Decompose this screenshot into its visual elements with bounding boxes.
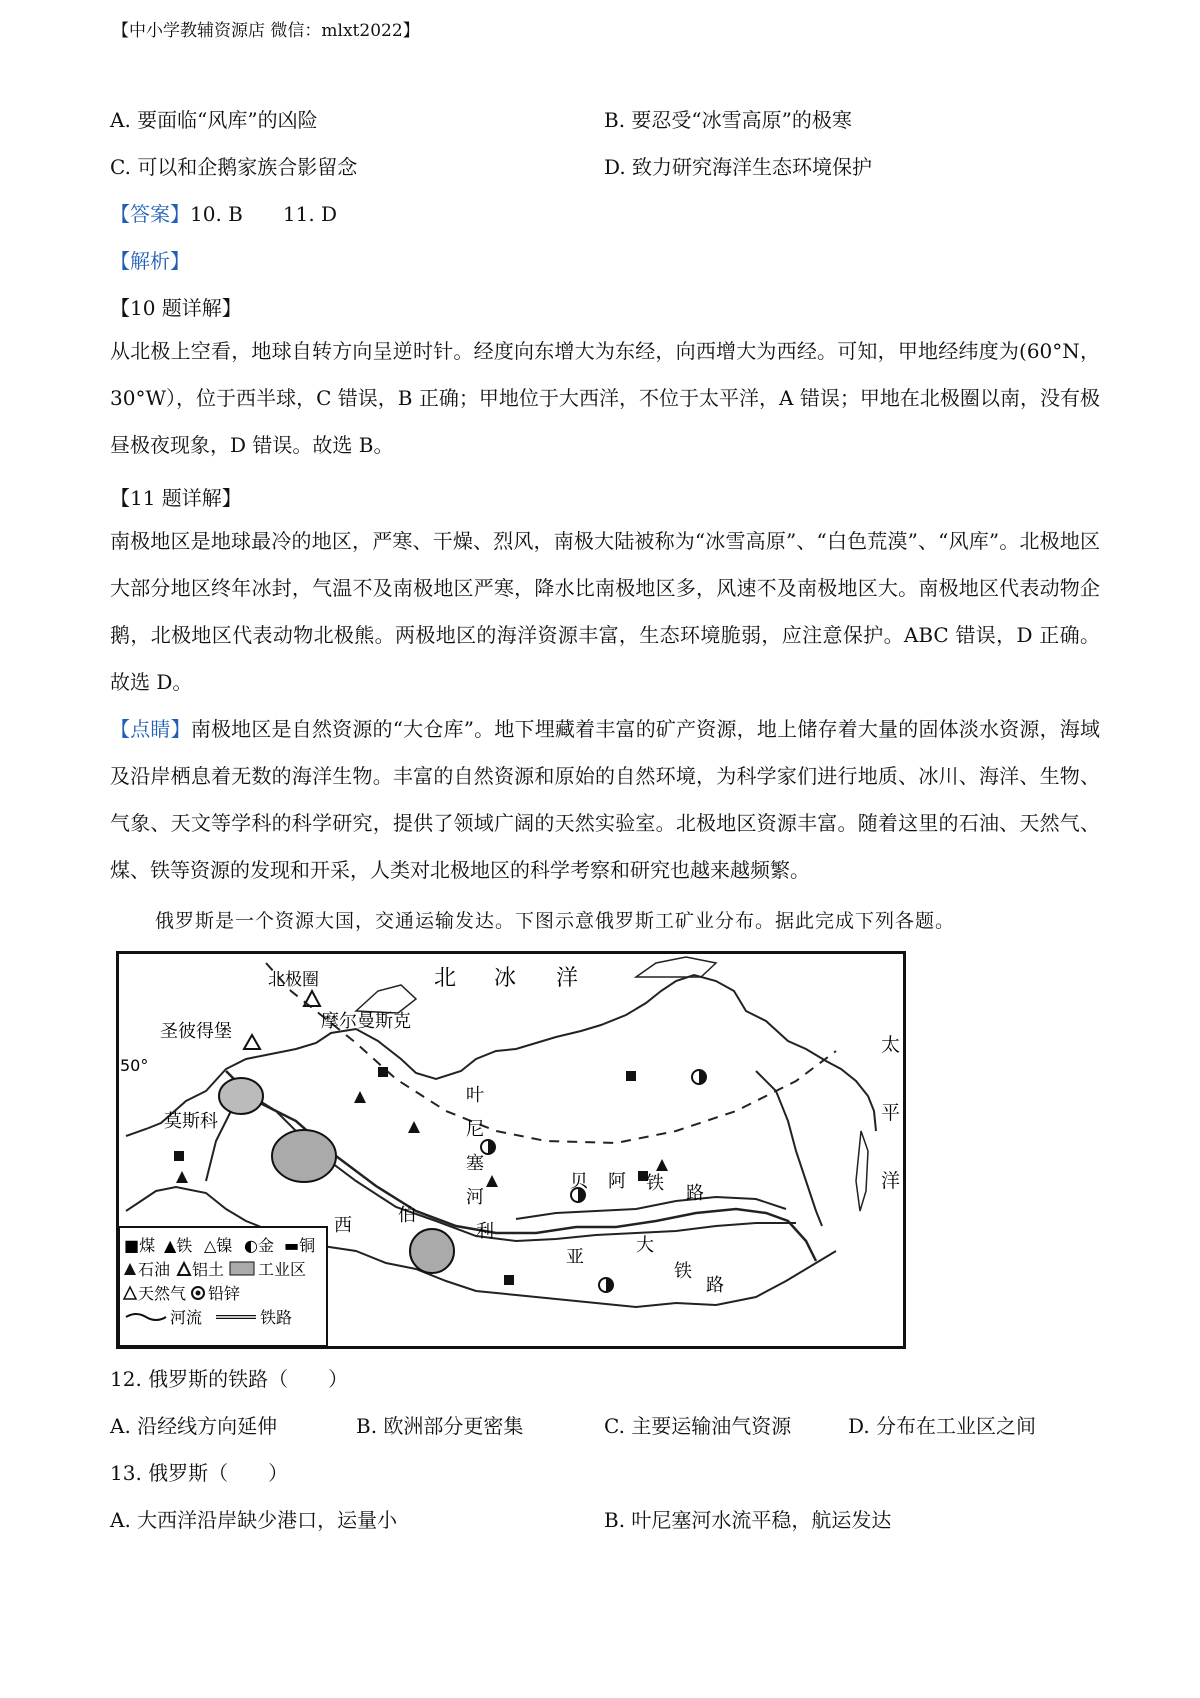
option-letter: D. xyxy=(604,155,626,179)
legend-nickel: △镍 xyxy=(204,1236,233,1255)
question-intro: 俄罗斯是一个资源大国，交通运输发达。下图示意俄罗斯工矿业分布。据此完成下列各题。 xyxy=(155,910,956,932)
answer-tag: 【答案】 xyxy=(110,202,190,226)
legend-oil: 石油 xyxy=(138,1260,171,1279)
legend-industrial-zone: 工业区 xyxy=(258,1260,307,1279)
option-letter: B. xyxy=(604,1508,626,1532)
label-yenisei-3: 塞 xyxy=(466,1153,484,1174)
label-baikal-1: 贝 xyxy=(570,1171,588,1192)
legend-natural-gas: 天然气 xyxy=(138,1284,187,1303)
legend-coal: ■煤 xyxy=(124,1236,156,1255)
option-text: 要忍受“冰雪高原”的极寒 xyxy=(631,108,852,132)
q11-option-a xyxy=(110,104,318,133)
label-yenisei-2: 尼 xyxy=(466,1119,484,1140)
q11-option-b xyxy=(604,104,852,133)
q13-option-b xyxy=(604,1504,891,1533)
q12-option-c xyxy=(604,1410,791,1439)
label-murmansk: 摩尔曼斯克 xyxy=(321,1011,411,1032)
label-siberia-4: 亚 xyxy=(566,1247,584,1268)
option-text: 分布在工业区之间 xyxy=(876,1414,1037,1438)
q12-option-d xyxy=(848,1410,1036,1439)
label-trans-sib-2: 铁 xyxy=(674,1261,692,1282)
option-text: 欧洲部分更密集 xyxy=(383,1414,524,1438)
legend-bauxite: 铝土 xyxy=(192,1260,225,1279)
option-letter: A. xyxy=(110,1414,131,1438)
label-siberia-3: 利 xyxy=(476,1221,494,1242)
label-tai: 太 xyxy=(881,1034,901,1056)
label-ping: 平 xyxy=(881,1102,901,1124)
q11-option-c xyxy=(110,151,357,180)
label-baikal-3: 铁 xyxy=(646,1173,664,1194)
label-yang: 洋 xyxy=(556,966,579,991)
label-trans-sib-3: 路 xyxy=(706,1275,724,1296)
label-bing: 冰 xyxy=(494,966,517,991)
tip-tag: 【点睛】 xyxy=(110,717,191,741)
q10-heading: 【10 题详解】 xyxy=(110,296,242,320)
tip-text: 南极地区是自然资源的“大仓库”。地下埋藏着丰富的矿产资源，地上储存着大量的固体淡水资源，海域及沿岸栖息着无数的海洋生物。丰富的自然资源和原始的自然环境，为科学家们进行地质、冰川、海洋、生物、气象、天文等学科的科学研究，提供了领域广阔的天然实验室。北极地区资源丰富。随着这里的石油、天然气、煤、铁等资源的发现和开采，人类对北极地区的科学考察和研究也越来越频繁。 xyxy=(110,717,1100,882)
option-letter: D. xyxy=(848,1414,870,1438)
q13-option-a xyxy=(110,1504,397,1533)
q10-explanation: 从北极上空看，地球自转方向呈逆时针。经度向东增大为东经，向西增大为西经。可知，甲地经纬度为(60°N，30°W），位于西半球，C 错误，B 正确；甲地位于大西洋，不位于太平洋，A 错误；甲地在北极圈以南，没有极昼极夜现象，D 错误。故选 B。 xyxy=(110,339,1100,457)
q11-explanation: 南极地区是地球最冷的地区，严寒、干燥、烈风，南极大陆被称为“冰雪高原”、“白色荒漠”、“风库”。北极地区大部分地区终年冰封，气温不及南极地区严寒，降水比南极地区多，风速不及南极地区大。南极地区代表动物企鹅，北极地区代表动物北极熊。两极地区的海洋资源丰富，生态环境脆弱，应注意保护。ABC 错误，D 正确。故选 D。 xyxy=(110,529,1100,694)
q12-stem: 12. 俄罗斯的铁路（ ） xyxy=(110,1367,349,1391)
option-letter: C. xyxy=(604,1414,625,1438)
label-trans-sib-1: 大 xyxy=(636,1235,654,1256)
answer-10: 10. B xyxy=(190,202,243,226)
label-baikal-4: 路 xyxy=(686,1183,704,1204)
label-50-degrees: 50° xyxy=(120,1056,149,1075)
option-letter: B. xyxy=(604,108,626,132)
q13-stem: 13. 俄罗斯（ ） xyxy=(110,1461,289,1485)
legend-iron: ▲铁 xyxy=(164,1236,193,1255)
option-text: 沿经线方向延伸 xyxy=(137,1414,278,1438)
q12-option-b xyxy=(356,1410,523,1439)
q11-option-d xyxy=(604,151,872,180)
label-st-petersburg: 圣彼得堡 xyxy=(160,1021,232,1042)
tip-paragraph xyxy=(110,706,1100,894)
option-text: 叶尼塞河水流平稳，航运发达 xyxy=(631,1508,892,1532)
map-legend xyxy=(119,1227,327,1346)
label-yenisei-1: 叶 xyxy=(466,1085,484,1106)
label-baikal-2: 阿 xyxy=(608,1171,626,1192)
label-yang-pacific: 洋 xyxy=(881,1170,901,1192)
legend-railway: 铁路 xyxy=(260,1308,293,1327)
label-bei: 北 xyxy=(434,966,457,991)
legend-copper: ▬铜 xyxy=(284,1236,316,1255)
label-siberia-1: 西 xyxy=(334,1215,352,1236)
option-letter: A. xyxy=(110,108,131,132)
legend-river: 河流 xyxy=(170,1308,203,1327)
legend-lead-zinc: 铅锌 xyxy=(208,1284,241,1303)
label-moscow: 莫斯科 xyxy=(164,1111,218,1132)
option-text: 主要运输油气资源 xyxy=(631,1414,792,1438)
q11-heading: 【11 题详解】 xyxy=(110,486,242,510)
option-text: 致力研究海洋生态环境保护 xyxy=(632,155,873,179)
option-text: 可以和企鹅家族合影留念 xyxy=(137,155,358,179)
page-header: 【中小学教辅资源店 微信：mlxt2022】 xyxy=(112,21,420,41)
option-letter: A. xyxy=(110,1508,131,1532)
option-text: 要面临“风库”的凶险 xyxy=(137,108,318,132)
answer-line xyxy=(110,198,337,227)
label-siberia-2: 伯 xyxy=(398,1205,416,1226)
label-yenisei-4: 河 xyxy=(466,1187,484,1208)
option-text: 大西洋沿岸缺少港口，运量小 xyxy=(137,1508,398,1532)
analysis-tag: 【解析】 xyxy=(110,249,190,273)
legend-gold: ◐金 xyxy=(244,1236,274,1255)
russia-industry-map xyxy=(116,951,906,1349)
option-letter: C. xyxy=(110,155,131,179)
answer-11: 11. D xyxy=(282,202,338,226)
q12-option-a xyxy=(110,1410,277,1439)
label-arctic-circle: 北极圈 xyxy=(268,970,319,990)
option-letter: B. xyxy=(356,1414,378,1438)
